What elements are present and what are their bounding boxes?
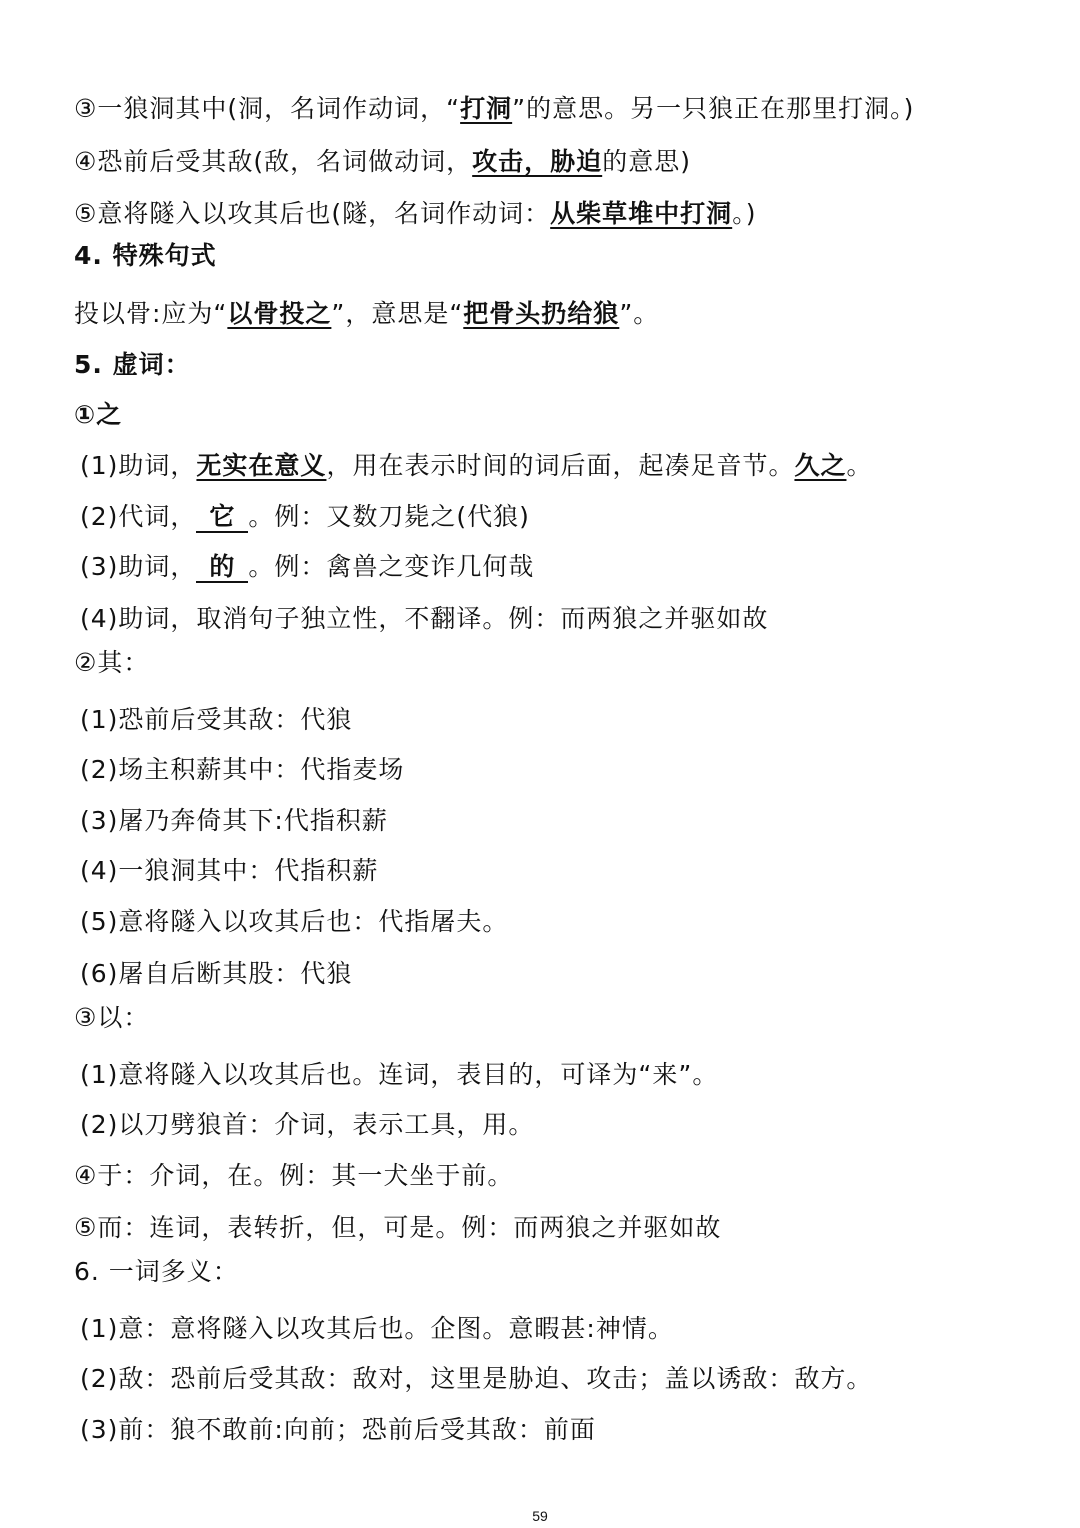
yi-item-1: (1)意将隧入以攻其后也。连词，表目的，可译为“来”。 xyxy=(80,1060,719,1089)
qi-item-3: (3)屠乃奔倚其下:代指积薪 xyxy=(80,806,388,835)
page-number: 59 xyxy=(532,1508,548,1524)
zhi-item-1: (1)助词，无实在意义，用在表示时间的词后面，起凑足音节。久之。 xyxy=(80,451,873,480)
note-line-special-syntax: 投以骨:应为“以骨投之”，意思是“把骨头扔给狼”。 xyxy=(74,299,660,328)
qi-item-1: (1)恐前后受其敌：代狼 xyxy=(80,705,353,734)
qi-item-2: (2)场主积薪其中：代指麦场 xyxy=(80,755,405,784)
entry-er: ⑤而：连词，表转折，但，可是。例：而两狼之并驱如故 xyxy=(74,1213,722,1242)
note-line-3: ⑤意将隧入以攻其后也(隧，名词作动词：从柴草堆中打洞。) xyxy=(74,199,757,228)
fill-blank-answer: 的 xyxy=(196,553,248,583)
subheading-qi: ②其： xyxy=(74,648,150,677)
section-heading-special-syntax: 4. 特殊句式 xyxy=(74,241,217,270)
zhi-item-2: (2)代词， 它 。例：又数刀毙之(代狼) xyxy=(80,502,530,531)
subheading-yi: ③以： xyxy=(74,1003,150,1032)
section-heading-function-words: 5. 虚词： xyxy=(74,350,191,379)
yi-item-2: (2)以刀劈狼首：介词，表示工具，用。 xyxy=(80,1110,535,1139)
note-line-1: ③一狼洞其中(洞，名词作动词，“打洞”的意思。另一只狼正在那里打洞。) xyxy=(74,94,915,123)
subheading-zhi: ①之 xyxy=(74,400,123,429)
qi-item-5: (5)意将隧入以攻其后也：代指屠夫。 xyxy=(80,907,509,936)
section-heading-polysemy: 6. 一词多义： xyxy=(74,1257,239,1286)
qi-item-4: (4)一狼洞其中：代指积薪 xyxy=(80,856,379,885)
polysemy-item-1: (1)意：意将隧入以攻其后也。企图。意暇甚:神情。 xyxy=(80,1314,674,1343)
zhi-item-3: (3)助词， 的 。例：禽兽之变诈几何哉 xyxy=(80,552,535,581)
polysemy-item-3: (3)前：狼不敢前:向前；恐前后受其敌：前面 xyxy=(80,1415,596,1444)
polysemy-item-2: (2)敌：恐前后受其敌：敌对，这里是胁迫、攻击；盖以诱敌：敌方。 xyxy=(80,1364,873,1393)
qi-item-6: (6)屠自后断其股：代狼 xyxy=(80,959,353,988)
fill-blank-answer: 它 xyxy=(196,503,248,533)
note-line-2: ④恐前后受其敌(敌，名词做动词，攻击，胁迫的意思) xyxy=(74,147,691,176)
entry-yu: ④于：介词，在。例：其一犬坐于前。 xyxy=(74,1161,514,1190)
zhi-item-4: (4)助词，取消句子独立性，不翻译。例：而两狼之并驱如故 xyxy=(80,604,769,633)
